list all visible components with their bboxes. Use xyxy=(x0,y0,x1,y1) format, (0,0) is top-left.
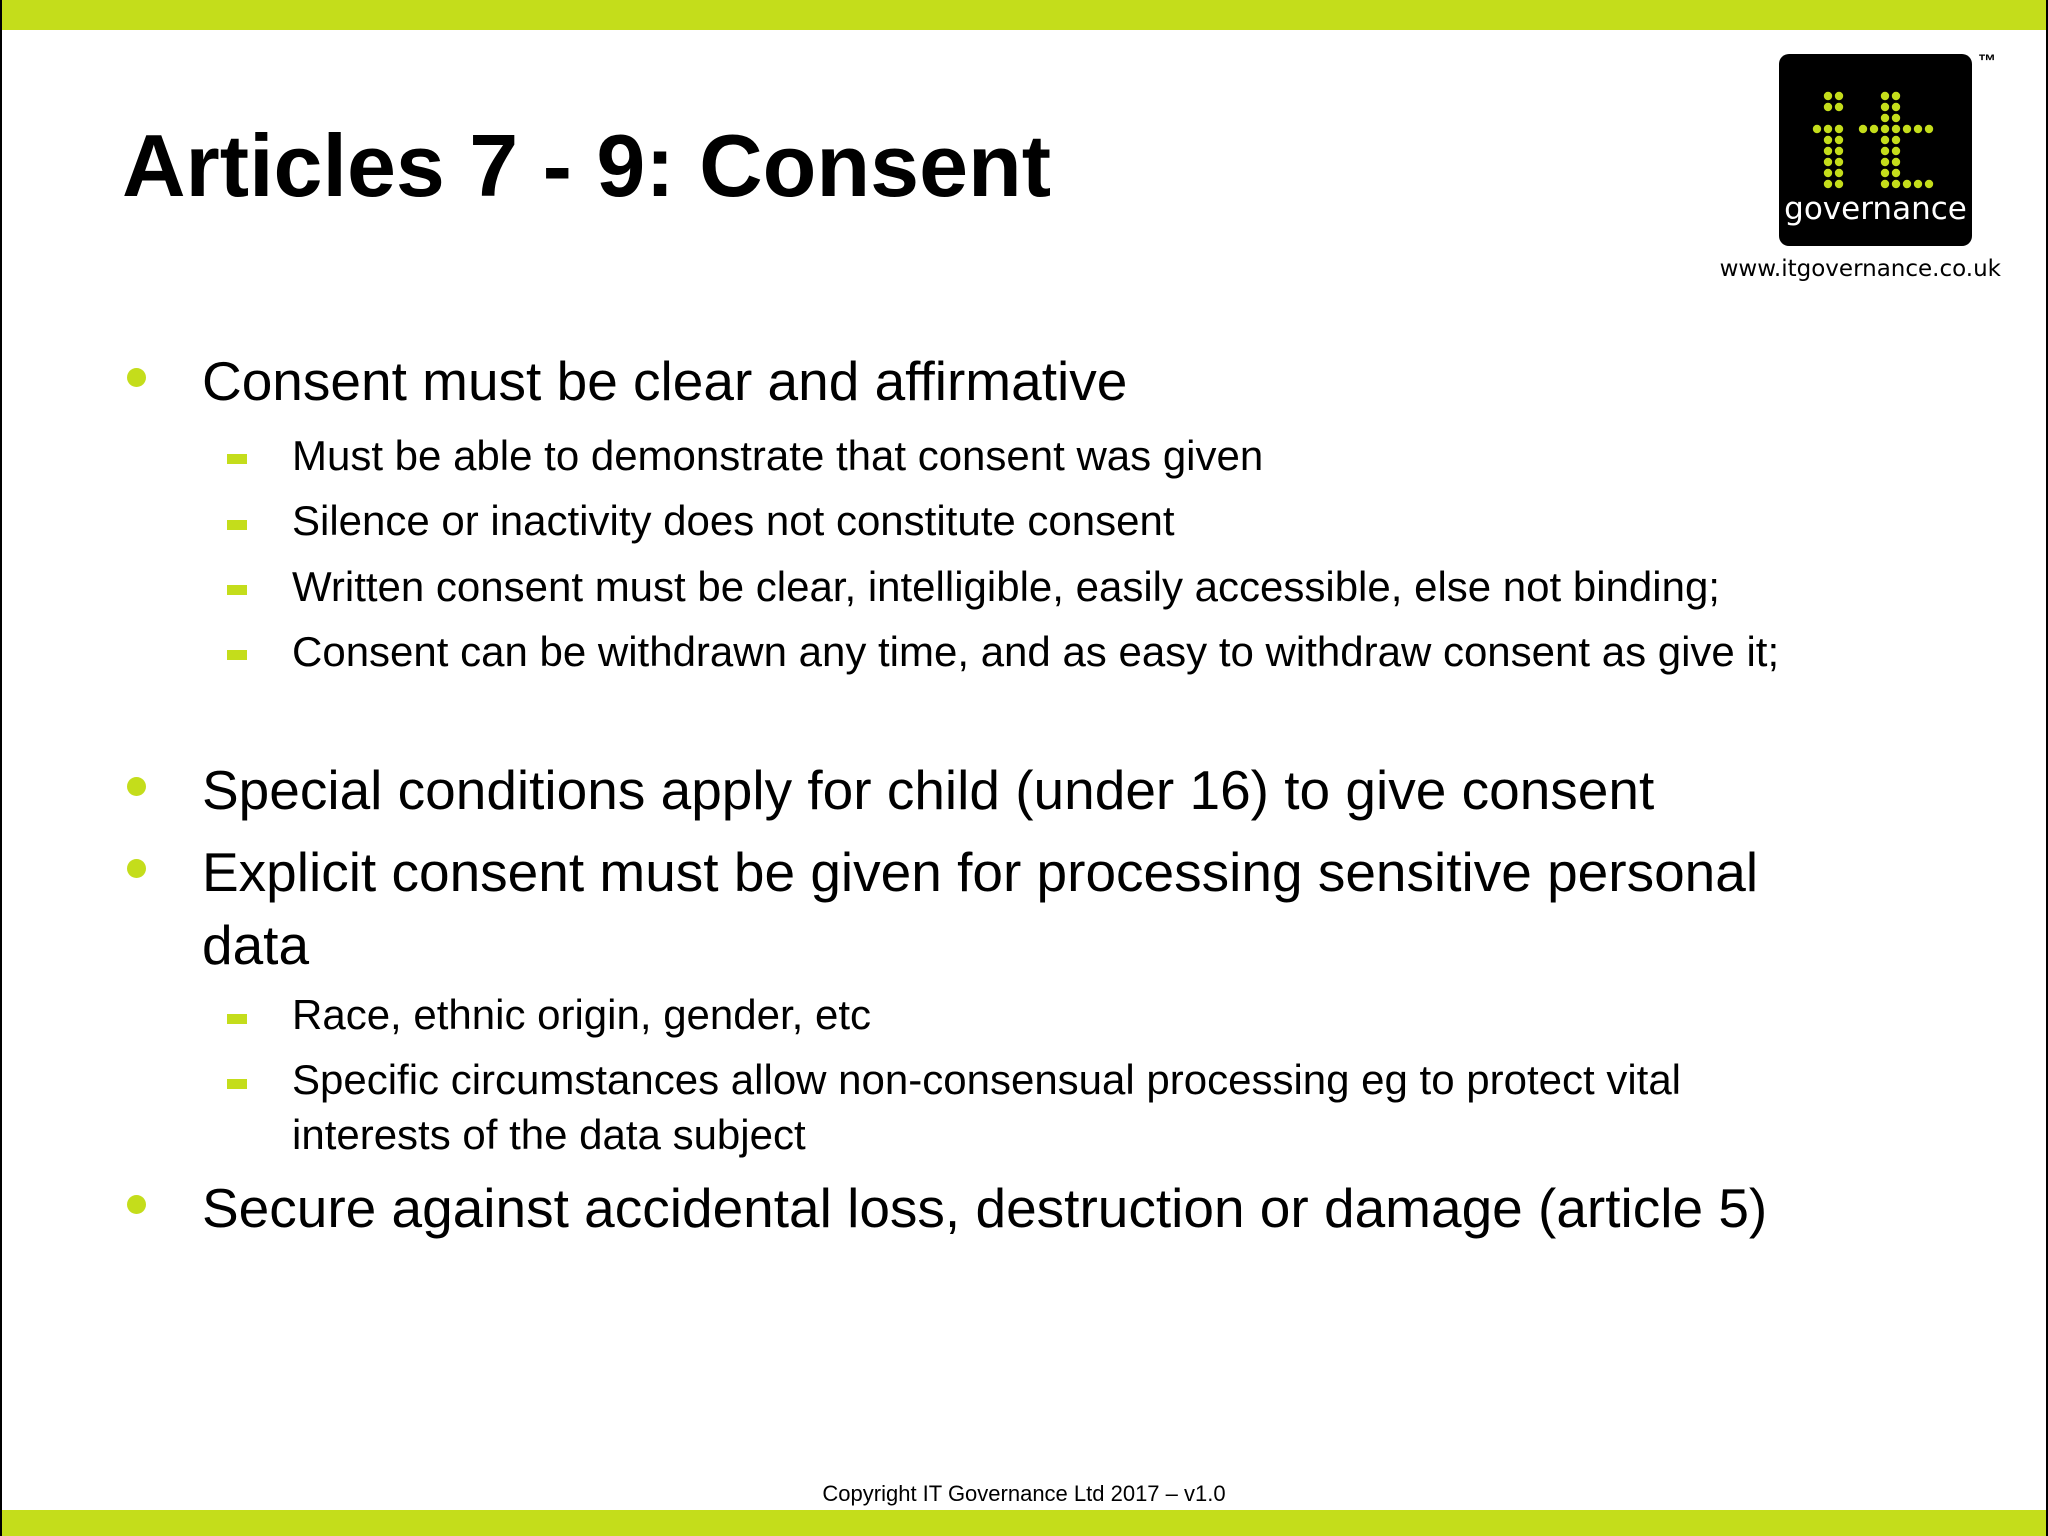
sub-bullet-dash xyxy=(227,520,247,530)
sub-bullet-item: Silence or inactivity does not constitute consent xyxy=(292,497,1175,544)
sub-bullet-item: Consent can be withdrawn any time, and as easy to withdraw consent as give it; xyxy=(292,628,1780,675)
trademark-symbol: ™ xyxy=(1978,51,1996,71)
bullet-dot xyxy=(127,859,146,878)
slide-title: Articles 7 - 9: Consent xyxy=(122,116,1052,215)
sub-bullet-item: Must be able to demonstrate that consent was given xyxy=(292,432,1264,479)
bullet-item: Secure against accidental loss, destruction or damage (article 5) xyxy=(202,1177,1768,1239)
logo-word: governance xyxy=(1784,191,1967,227)
sub-bullet-item-continuation: interests of the data subject xyxy=(292,1111,806,1158)
bullet-dot xyxy=(127,1195,146,1214)
bullet-item: Special conditions apply for child (under 16) to give consent xyxy=(202,759,1655,821)
bullet-dot xyxy=(127,368,146,387)
bullet-item: Explicit consent must be given for processing sensitive personal xyxy=(202,841,1759,903)
sub-bullet-item: Specific circumstances allow non-consensual processing eg to protect vital xyxy=(292,1056,1682,1103)
sub-bullet-dash xyxy=(227,1014,247,1024)
sub-bullet-item: Written consent must be clear, intelligible, easily accessible, else not binding; xyxy=(292,563,1720,610)
sub-bullet-dash xyxy=(227,650,247,660)
website-url: www.itgovernance.co.uk xyxy=(1719,256,2001,282)
sub-bullet-dash xyxy=(227,454,247,464)
bullet-dot xyxy=(127,777,146,796)
copyright-footer: Copyright IT Governance Ltd 2017 – v1.0 xyxy=(822,1481,1226,1506)
sub-bullet-dash xyxy=(227,1079,247,1089)
sub-bullet-dash xyxy=(227,585,247,595)
bullet-item: Consent must be clear and affirmative xyxy=(202,350,1128,412)
sub-bullet-item: Race, ethnic origin, gender, etc xyxy=(292,991,872,1038)
bullet-item-continuation: data xyxy=(202,914,310,976)
